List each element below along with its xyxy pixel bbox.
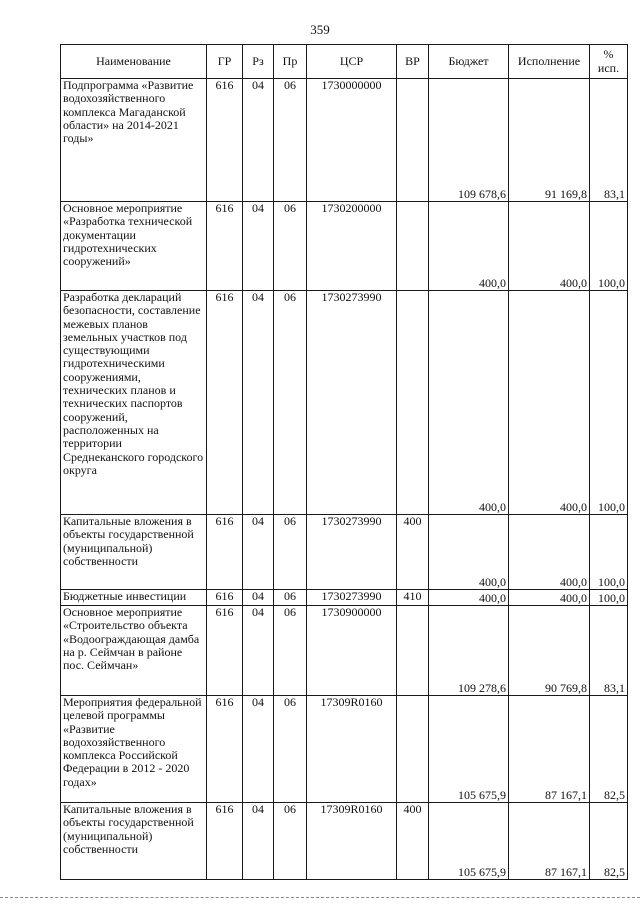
row-budget: 400,0 bbox=[429, 515, 509, 590]
row-rz: 04 bbox=[243, 515, 274, 590]
budget-execution-table bbox=[60, 44, 628, 880]
row-execution: 87 167,1 bbox=[509, 803, 590, 880]
row-pr: 06 bbox=[274, 803, 307, 880]
row-vr bbox=[397, 606, 429, 696]
table-row bbox=[61, 202, 628, 291]
row-budget: 105 675,9 bbox=[429, 803, 509, 880]
row-rz: 04 bbox=[243, 606, 274, 696]
header-budget: Бюджет bbox=[429, 45, 509, 79]
row-pr: 06 bbox=[274, 79, 307, 202]
row-pr: 06 bbox=[274, 696, 307, 803]
row-rz: 04 bbox=[243, 590, 274, 606]
row-budget: 109 678,6 bbox=[429, 79, 509, 202]
row-rz: 04 bbox=[243, 696, 274, 803]
row-vr bbox=[397, 696, 429, 803]
row-budget: 109 278,6 bbox=[429, 606, 509, 696]
row-csr: 1730273990 bbox=[307, 590, 397, 606]
row-vr: 410 bbox=[397, 590, 429, 606]
row-execution: 400,0 bbox=[509, 515, 590, 590]
row-name: Капитальные вложения в объекты государственной (муниципальной) собственности bbox=[61, 515, 207, 590]
header-percent: % исп. bbox=[590, 45, 628, 79]
row-rz: 04 bbox=[243, 803, 274, 880]
row-percent: 82,5 bbox=[590, 803, 628, 880]
header-rz: Рз bbox=[243, 45, 274, 79]
row-gr: 616 bbox=[207, 291, 243, 515]
row-percent: 100,0 bbox=[590, 590, 628, 606]
row-percent: 82,5 bbox=[590, 696, 628, 803]
row-execution: 400,0 bbox=[509, 590, 590, 606]
row-vr bbox=[397, 291, 429, 515]
row-percent: 100,0 bbox=[590, 202, 628, 291]
table-row bbox=[61, 291, 628, 515]
table-row bbox=[61, 606, 628, 696]
row-percent: 100,0 bbox=[590, 291, 628, 515]
row-gr: 616 bbox=[207, 79, 243, 202]
row-name: Основное мероприятие «Строительство объекта «Водоограждающая дамба на р. Сеймчан в районе пос. Сеймчан» bbox=[61, 606, 207, 696]
row-name: Бюджетные инвестиции bbox=[61, 590, 207, 606]
table-header-row bbox=[61, 45, 628, 79]
row-pr: 06 bbox=[274, 515, 307, 590]
row-pr: 06 bbox=[274, 202, 307, 291]
row-name: Подпрограмма «Развитие водохозяйственного комплекса Магаданской области» на 2014-2021 годы» bbox=[61, 79, 207, 202]
row-name: Мероприятия федеральной целевой программы «Развитие водохозяйственного комплекса Российской Федерации в 2012 - 2020 годах» bbox=[61, 696, 207, 803]
header-vr: ВР bbox=[397, 45, 429, 79]
table-row bbox=[61, 515, 628, 590]
row-execution: 400,0 bbox=[509, 202, 590, 291]
row-budget: 400,0 bbox=[429, 291, 509, 515]
row-gr: 616 bbox=[207, 696, 243, 803]
row-csr: 17309R0160 bbox=[307, 803, 397, 880]
row-gr: 616 bbox=[207, 590, 243, 606]
row-gr: 616 bbox=[207, 606, 243, 696]
page-bottom-divider bbox=[0, 897, 640, 898]
row-budget: 400,0 bbox=[429, 202, 509, 291]
row-pr: 06 bbox=[274, 291, 307, 515]
row-gr: 616 bbox=[207, 202, 243, 291]
header-execution: Исполнение bbox=[509, 45, 590, 79]
row-name: Капитальные вложения в объекты государственной (муниципальной) собственности bbox=[61, 803, 207, 880]
row-execution: 87 167,1 bbox=[509, 696, 590, 803]
row-budget: 400,0 bbox=[429, 590, 509, 606]
row-execution: 91 169,8 bbox=[509, 79, 590, 202]
row-rz: 04 bbox=[243, 291, 274, 515]
row-vr: 400 bbox=[397, 803, 429, 880]
header-gr: ГР bbox=[207, 45, 243, 79]
row-name: Разработка деклараций безопасности, составление межевых планов земельных участков под существующими гидротехническими сооружениями, технических планов и технических паспортов сооружений, расположенных на территории Среднеканского городского округа bbox=[61, 291, 207, 515]
row-csr: 1730900000 bbox=[307, 606, 397, 696]
table-row bbox=[61, 79, 628, 202]
row-gr: 616 bbox=[207, 515, 243, 590]
row-vr bbox=[397, 202, 429, 291]
header-name: Наименование bbox=[61, 45, 207, 79]
row-csr: 1730273990 bbox=[307, 291, 397, 515]
row-csr: 1730200000 bbox=[307, 202, 397, 291]
row-percent: 100,0 bbox=[590, 515, 628, 590]
row-percent: 83,1 bbox=[590, 606, 628, 696]
row-budget: 105 675,9 bbox=[429, 696, 509, 803]
row-rz: 04 bbox=[243, 202, 274, 291]
table-row bbox=[61, 590, 628, 606]
row-vr bbox=[397, 79, 429, 202]
page-number: 359 bbox=[310, 22, 330, 37]
row-execution: 400,0 bbox=[509, 291, 590, 515]
row-csr: 1730273990 bbox=[307, 515, 397, 590]
row-csr: 1730000000 bbox=[307, 79, 397, 202]
row-pr: 06 bbox=[274, 590, 307, 606]
row-csr: 17309R0160 bbox=[307, 696, 397, 803]
header-pr: Пр bbox=[274, 45, 307, 79]
row-percent: 83,1 bbox=[590, 79, 628, 202]
table-row bbox=[61, 696, 628, 803]
row-vr: 400 bbox=[397, 515, 429, 590]
table-row bbox=[61, 803, 628, 880]
row-gr: 616 bbox=[207, 803, 243, 880]
row-name: Основное мероприятие «Разработка технической документации гидротехнических сооружений» bbox=[61, 202, 207, 291]
row-pr: 06 bbox=[274, 606, 307, 696]
header-csr: ЦСР bbox=[307, 45, 397, 79]
row-rz: 04 bbox=[243, 79, 274, 202]
row-execution: 90 769,8 bbox=[509, 606, 590, 696]
